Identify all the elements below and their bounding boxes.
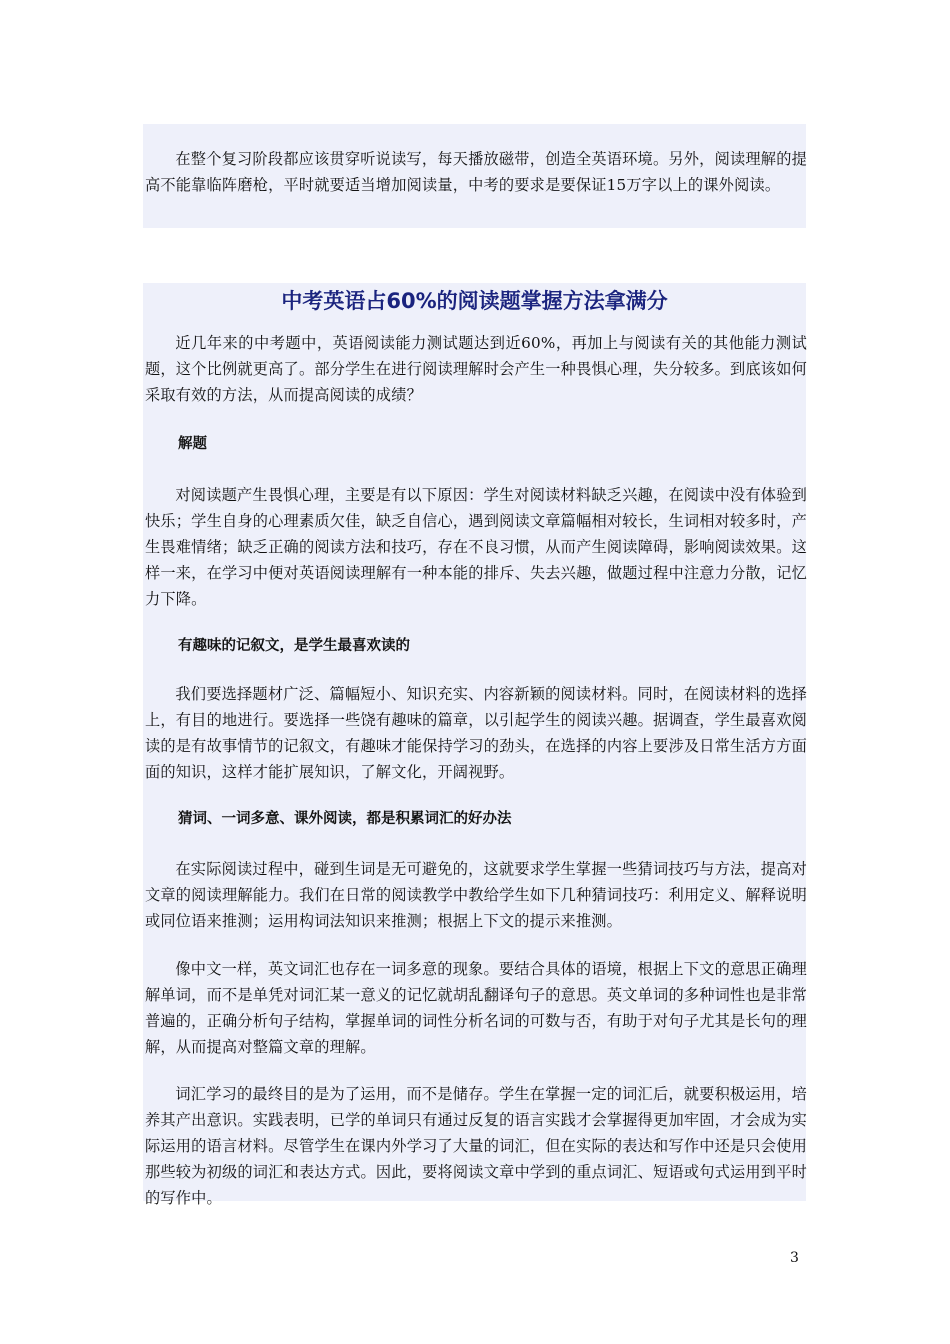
section-paragraph: 在实际阅读过程中，碰到生词是无可避免的，这就要求学生掌握一些猜词技巧与方法，提高对文章的阅读理解能力。我们在日常的阅读教学中教给学生如下几种猜词技巧：利用定义、解释说明或同位语来推测；运用构词法知识来推测；根据上下文的提示来推测。 [145,860,807,930]
section-heading: 有趣味的记叙文，是学生最喜欢读的 [178,638,410,654]
section-paragraph: 我们要选择题材广泛、篇幅短小、知识充实、内容新颖的阅读材料。同时，在阅读材料的选择上，有目的地进行。要选择一些饶有趣味的篇章，以引起学生的阅读兴趣。据调查，学生最喜欢阅读的是有故事情节的记叙文，有趣味才能保持学习的劲头，在选择的内容上要涉及日常生活方方面面的知识，这样才能扩展知识，了解文化，开阔视野。 [145,685,807,781]
section-paragraph: 词汇学习的最终目的是为了运用，而不是储存。学生在掌握一定的词汇后，就要积极运用，培养其产出意识。实践表明，已学的单词只有通过反复的语言实践才会掌握得更加牢固，才会成为实际运用的语言材料。尽管学生在课内外学习了大量的词汇，但在实际的表达和写作中还是只会使用那些较为初级的词汇和表达方式。因此，要将阅读文章中学到的重点词汇、短语或句式运用到平时的写作中。 [145,1085,807,1207]
article-block [143,283,807,1207]
intro-block [143,124,806,228]
intro-paragraph: 在整个复习阶段都应该贯穿听说读写，每天播放磁带，创造全英语环境。另外，阅读理解的提高不能靠临阵磨枪，平时就要适当增加阅读量，中考的要求是要保证15万字以上的课外阅读。 [145,150,807,194]
page-number: 3 [790,1250,799,1266]
section-heading: 猜词、一词多意、课外阅读，都是积累词汇的好办法 [178,811,512,827]
section-heading: 解题 [178,436,207,452]
section-paragraph: 对阅读题产生畏惧心理，主要是有以下原因：学生对阅读材料缺乏兴趣，在阅读中没有体验到快乐；学生自身的心理素质欠佳，缺乏自信心，遇到阅读文章篇幅相对较长，生词相对较多时，产生畏难情绪；缺乏正确的阅读方法和技巧，存在不良习惯，从而产生阅读障碍，影响阅读效果。这样一来，在学习中便对英语阅读理解有一种本能的排斥、失去兴趣，做题过程中注意力分散，记忆力下降。 [145,486,807,608]
section-paragraph: 像中文一样，英文词汇也存在一词多意的现象。要结合具体的语境，根据上下文的意思正确理解单词，而不是单凭对词汇某一意义的记忆就胡乱翻译句子的意思。英文单词的多种词性也是非常普遍的，正确分析句子结构，掌握单词的词性分析名词的可数与否，有助于对句子尤其是长句的理解，从而提高对整篇文章的理解。 [145,960,807,1056]
lead-paragraph: 近几年来的中考题中，英语阅读能力测试题达到近60%，再加上与阅读有关的其他能力测试题，这个比例就更高了。部分学生在进行阅读理解时会产生一种畏惧心理，失分较多。到底该如何采取有效的方法，从而提高阅读的成绩？ [145,334,807,404]
article-title: 中考英语占60%的阅读题掌握方法拿满分 [281,289,668,313]
